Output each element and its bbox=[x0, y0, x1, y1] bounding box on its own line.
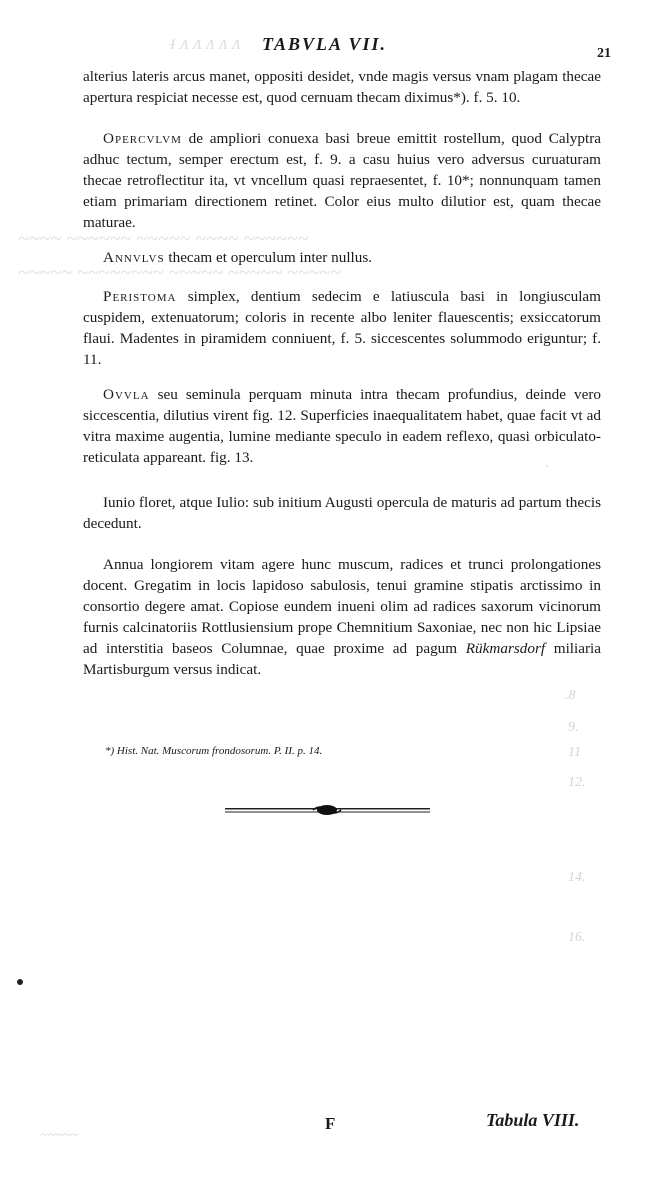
paragraph-habitat bbox=[83, 554, 601, 680]
term-operculum: Opercvlvm bbox=[103, 130, 182, 147]
paragraph-continuation bbox=[83, 66, 601, 108]
term-ovula: Ovvla bbox=[103, 386, 150, 403]
place-name: Rükmarsdorf bbox=[465, 640, 546, 657]
bleed-through-mark: · bbox=[545, 460, 549, 475]
bleed-through-line: ~~~~ ~~~~~~ ~~~~~ ~~~~ ~~~~~~ bbox=[18, 228, 309, 250]
paragraph-flowering bbox=[83, 492, 601, 534]
term-annulus: Annvlvs bbox=[103, 249, 165, 266]
footnote: *) Hist. Nat. Muscorum frondosorum. P. II. p. 14. bbox=[105, 745, 323, 757]
bleed-through-mark: 16. bbox=[568, 930, 586, 945]
bleed-through-line: ~~~~~ ~~~~~~~~ ~~~~~ ~~~~~ ~~~~~ bbox=[18, 262, 341, 284]
signature-mark: F bbox=[325, 1114, 336, 1133]
ink-speck bbox=[17, 979, 23, 985]
running-header: TABVLA VII. bbox=[262, 34, 388, 54]
paragraph-text: thecam et operculum inter nullus. bbox=[164, 249, 373, 266]
bleed-through-mark: .8 bbox=[565, 688, 576, 703]
paragraph-text: miliaria Martisburgum versus indicat. bbox=[83, 640, 601, 678]
paragraph-ovula bbox=[83, 384, 601, 468]
paragraph-text: Iunio floret, atque Iulio: sub initium Augusti opercula de maturis ad partum thecis decedunt. bbox=[83, 494, 601, 532]
paragraph-peristoma bbox=[83, 286, 601, 370]
paragraph-text: de ampliori conuexa basi breue emittit rostellum, quod Calyptra adhuc tectum, semper erectum est, f. 9. a casu huius vero adversus curuaturam thecae retroflectitur ita, vt vncellum quasi repraesentet, f. 10*; nonnunquam tamen etiam primariam directionem retinet. Color eius multo dilutior est, quam thecae maturae. bbox=[83, 130, 601, 231]
paragraph-operculum bbox=[83, 128, 601, 233]
bleed-through-mark: 14. bbox=[568, 870, 586, 885]
paragraph-text: alterius lateris arcus manet, oppositi desidet, vnde magis versus vnam plagam thecae apertura respiciat necesse est, quod cernuam thecam diximus*). f. 5. 10. bbox=[83, 68, 601, 106]
bleed-through-mark: 11 bbox=[568, 745, 581, 760]
term-peristoma: Peristoma bbox=[103, 288, 177, 305]
bleed-through-mark: ~~~~~ bbox=[40, 1128, 78, 1143]
catchword: Tabula VIII. bbox=[486, 1110, 580, 1130]
bleed-through-mark: 9. bbox=[568, 720, 579, 735]
paragraph-text: simplex, dentium sedecim e latiuscula basi in longiusculam cuspidem, extenuatorum; coloris in recente albo leniter flauescentis; exsiccatorum flaui. Madentes in piramidem conniuent, f. 5. siccescentes solummodo eriguntur; f. 11. bbox=[83, 288, 601, 368]
paragraph-annulus bbox=[83, 247, 601, 268]
bleed-through-mark: 12. bbox=[568, 775, 586, 790]
page-number: 21 bbox=[597, 46, 611, 61]
paragraph-text: Annua longiorem vitam agere hunc muscum, radices et trunci prolongationes docent. Gregatim in locis lapidoso sabulosis, tenui gramine stipatis arctissimo in consortio degere amat. Copiose eundem inueni olim ad radices saxorum vicinorum furnis calcinatoriis Rottlusiensium prope Chemnitium Saxoniae, nec non hic Lipsiae ad interstitia baseos Columnae, quae proxime ad pagum bbox=[83, 556, 601, 657]
paragraph-text: seu seminula perquam minuta intra thecam profundius, deinde vero siccescentia, dilutius virent fig. 12. Superficies inaequalitatem habet, quae facit vt ad vitra maxime augentia, lumine mediante speculo in eadem reflexo, quasi orbiculato-reticulata appareant. fig. 13. bbox=[83, 386, 601, 466]
ornament-divider bbox=[225, 803, 430, 817]
bleed-through-header: ᵻ ᴧ ᴧ ᴧ ᴧ ᴧ bbox=[170, 32, 241, 54]
